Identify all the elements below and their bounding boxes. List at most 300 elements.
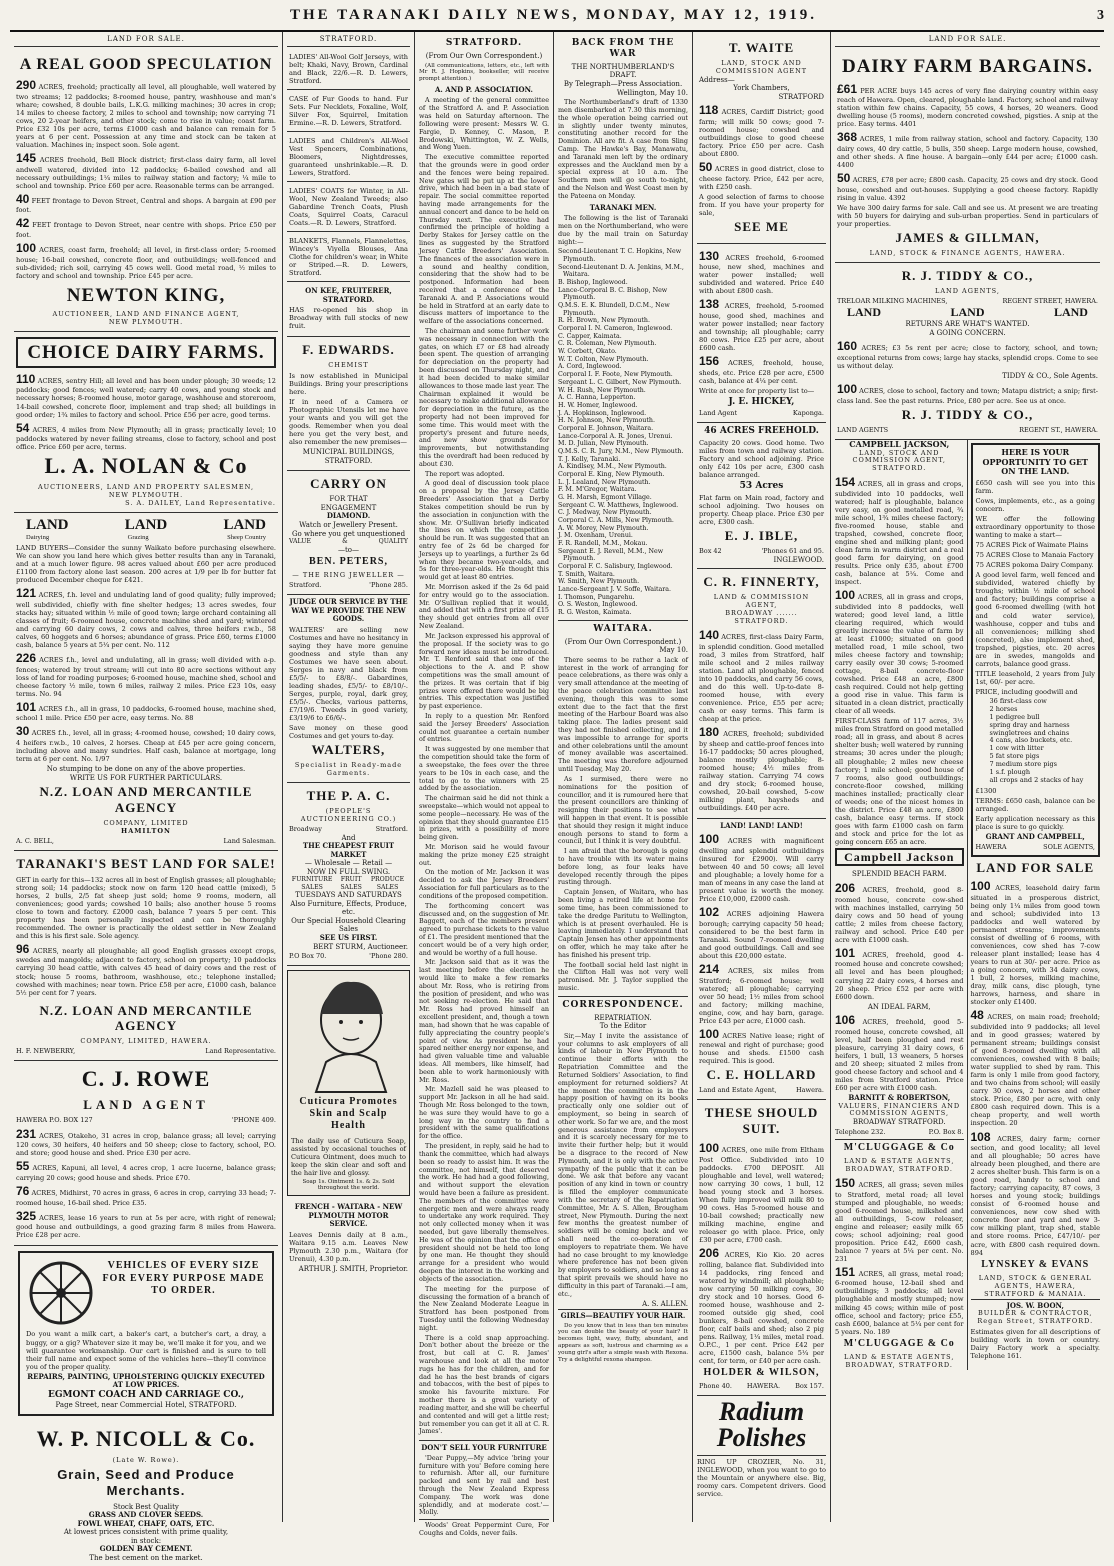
land-sub-3: Sheep Country — [227, 534, 266, 542]
nicoll-line-1: Stock Best Quality — [113, 1502, 179, 1511]
listing-text: ACRES adjoining Hawera borough; carrying capacity 50 head; considered to be the best farm in Taranaki. Sound 7-roomed dwelling and good outbuildings. Call and see about this £20,000 estate. — [699, 910, 824, 960]
cuticura-body: The daily use of Cuticura Soap, assisted by occasional touches of Cuticura Ointment, does much to keep the skin clear and soft and the hair live and glossy. — [291, 1136, 406, 1177]
peters-ad — [287, 471, 410, 596]
nz-note-2: WRITE US FOR FURTHER PARTICULARS. — [69, 773, 223, 782]
listing-text: ACRES, nearly all ploughable; all good English grasses except crops, swedes and mangolds; adjacent to factory, school on property; 10 paddocks carrying 30 head cattle, with calves 45 head of dairy cows and the rest of stock; house 5 rooms, bathroom, washhouse, etc.; telephone installed; cowshed with machines; near town. Price £58 per acre, £1000 cash, balance 5½ per cent for 7 years. — [16, 946, 276, 997]
letter-sign: A. S. ALLEN. — [642, 1300, 688, 1309]
pac-sales-row — [289, 876, 408, 891]
acres53-title: 53 Acres — [739, 480, 784, 491]
opp-title: HERE IS YOUR OPPORTUNITY TO GET ON THE LAND. — [982, 446, 1088, 477]
listing-acreage: 42 — [16, 216, 30, 231]
listing-acreage: £61 — [837, 81, 858, 96]
holder-contact — [699, 1383, 824, 1391]
listing-acreage: 30 — [16, 724, 30, 739]
listing-text: ACRES, Otakeho, 31 acres in crop, balance grass; all level; carrying 120 cows, 30 heifers, 40 heifers and 50 sheep; close to factory, school, P.O. and store; good house and shed. Price £30 per acre. — [16, 1131, 276, 1158]
land-sub-1: Dairying — [26, 534, 50, 542]
property-listing — [835, 1176, 964, 1263]
soldier-name: Sergeant C. W. Matthews, Inglewood. — [558, 501, 679, 509]
listing-text: ACRES, leasehold dairy farm situated in a prosperous district, being only 1¼ miles from good town and school; subdivided into 13 paddocks and well watered by permanent streams; improvements consist of dwelling of 6 rooms, with conveniences, cow shed has 7-cow releaser plant installed; lease has 4 years to run at 30/- per acre. Price as a going concern, with 34 dairy cows, 1 bull, 2 horses, milking machine, dray, milk cans, disc plough, tyne harrows, harness, and share in stocker only £1400. — [970, 884, 1100, 1007]
tiddy-right: REGENT STREET, HAWERA. — [1002, 296, 1098, 305]
property-listing — [837, 82, 1098, 129]
soldier-name: Lance-Corporal A. R. Jones, Urenui. — [558, 432, 673, 440]
nz-sign-right: Land Salesman. — [223, 836, 276, 845]
ible-town: INGLEWOOD. — [773, 555, 824, 564]
nolan-title: L. A. NOLAN & Co — [44, 453, 248, 479]
listing-acreage: 138 — [699, 297, 720, 312]
small-ad: LADIES and Children's All-Wool Vest Spencers, Combinations, Bloomers, Nightdresses, guaranteed unshrinkable.—R. D. Lewers, Stratford. — [287, 134, 410, 182]
vq-quality: QUALITY — [378, 538, 408, 546]
property-listing — [16, 216, 276, 239]
mc-title: M'CLUGGAGE & Co — [835, 1139, 964, 1154]
article-paragraph: It was suggested by one member that the competition should take the form of a sweepstake, the fees over the three years to be 10s in each case, and the total to go to the winners with 25 added by the association. — [419, 745, 549, 793]
opp-offer: WE offer the following extraordinary opportunity to those wanting to make a start— — [975, 515, 1095, 540]
pac-wholesale: — Wholesale — Retail — — [304, 859, 393, 868]
listing-acreage: 40 — [16, 191, 30, 206]
soldier-name: W. H. Rush, New Plymouth. — [558, 386, 646, 394]
vq-value: VALUE — [289, 538, 312, 546]
col2-header: STRATFORD. — [287, 35, 410, 47]
property-listing — [835, 881, 964, 944]
article-paragraph: The forthcoming concert was discussed and, on the suggestion of Mr. Baggett, each of the members present agreed to purchase tickets to the value of £1. The president mentioned that the concert would be of a very high order, and would be worthy of a full house. — [419, 901, 549, 957]
soldier-name: W. T. Colton, New Plymouth. — [558, 355, 649, 363]
peters-contact — [289, 582, 408, 590]
suit-items — [699, 1141, 824, 1365]
mc-items — [835, 1176, 964, 1336]
property-listing — [835, 946, 964, 1001]
repatriation-title: REPATRIATION. — [594, 1013, 652, 1022]
choice-title: CHOICE DAIRY FARMS. — [16, 337, 276, 368]
property-listing — [837, 130, 1098, 169]
suit-title: THESE SHOULD SUIT. — [704, 1105, 819, 1137]
listing-text: ACRES with magnificent dwelling and splendid outbuildings (insured for £2900). Will carry between 40 and 50 cows; all level and ploughable; a lovely home for a man of means in any case the land at present value is worth the money. Price £10,000, £2000 cash. — [699, 837, 824, 904]
listing-text: ACRES, coast farm, freehold; all level, in first-class order; 5-roomed house; 16-bail cowshed, concrete floor, and outbuildings; well-fenced and sub-divided; rich soil, carrying 45 cows well. Good metal road, ½ miles to factory and school and township. Price £45 per acre. — [16, 245, 276, 280]
kee-ad — [287, 284, 410, 337]
dont-body: 'Dear Puppy,—My advice 'bring your furniture with you' Before coming here to refurnish. After all, our furniture packed and sent by rail and best through the New Zealand Express Company. The work was done splendidly, and at moderate cost.'—Molly. — [419, 1453, 549, 1517]
carry-title: CARRY ON — [310, 475, 387, 491]
column-6 — [831, 32, 1104, 1522]
tiddy-title: R. J. TIDDY & CO., — [901, 267, 1034, 283]
listing-text: ACRES f.h., level and undulating, all in grass; well divided with a-p. fences; watered by trout stream; will cut into 80 acre sections without any loss of land for roading purposes; 6-roomed house, machine shed, school and cheese factory ½ mile, town 6 miles, railway 2 miles. Price £23 10s, easy terms. No. 94 — [16, 656, 276, 698]
service-sign: ARTHUR J. SMITH, Proprietor. — [298, 1264, 408, 1273]
stock-item: spring dray and harness — [989, 720, 1070, 729]
vehicles-address: Page Street, near Commercial Hotel, STRATFORD. — [55, 1400, 237, 1409]
property-listing — [16, 651, 276, 698]
land-subtitles — [16, 534, 276, 542]
crozier-ad: RING UP CROZIER, No. 31, INGLEWOOD, when you want to go to the Mountain or anywhere else. Big, roomy cars. Competent drivers. Good service. — [697, 1458, 826, 1499]
tiddy-land-1: LAND — [847, 305, 882, 320]
land-word-2: LAND — [124, 516, 168, 533]
speculation-ad — [14, 50, 278, 332]
property-listing — [699, 905, 824, 960]
carry-ring: ENGAGEMENT — [320, 503, 377, 512]
listing-acreage: 96 — [16, 941, 30, 956]
ible-ad — [697, 423, 826, 570]
soldier-name: R. H. Brown, New Plymouth. — [558, 317, 650, 325]
dairy-ad — [835, 50, 1100, 263]
listing-acreage: 118 — [699, 103, 719, 118]
listing-acreage: 55 — [16, 1159, 30, 1174]
nz-sign-left: A. C. BELL, — [16, 836, 54, 845]
small-ad: CASE of Fur Goods to hand. Fur Sets. Fur Necklets, Foxaline, Wolf, Silver Fox, Squirrel, Imitation Ermine.—R. D. Lewers, Stratford. — [287, 92, 410, 132]
land3-title: LAND! LAND! LAND! — [720, 820, 803, 830]
finnerty-address: BROADWAY ....... STRATFORD. — [725, 609, 798, 626]
article-paragraph: The meeting for the purpose of discussing the formation of a branch of the New Zealand Moderate League in Stratford has been postponed from Tuesday until the following Wednesday night. — [419, 1284, 549, 1332]
land-buyers-text: LAND BUYERS—Consider the sunny Waikato before purchasing elsewhere. We can show you land here which gives better results than any in Taranaki, and at a much lower figure. 98 acres valued about £60 per acre produced £1100 from factory alone last season. 200 acres at 1/9 per lb for butter fat produced December cheque for £421. — [16, 544, 276, 585]
edwards-sub: CHEMIST — [328, 361, 369, 370]
soldier-name: Lance-Corporal B. C. Bishop, New Plymouth. — [558, 286, 668, 302]
mc-sub: LAND & ESTATE AGENTS, — [844, 1157, 955, 1166]
listing-acreage: 140 — [699, 627, 720, 642]
col6-header: LAND FOR SALE. — [835, 35, 1100, 47]
best-title: TARANAKI'S BEST LAND FOR SALE! — [16, 855, 276, 871]
listing-acreage: 100 — [16, 240, 37, 255]
peters-phone: 'Phone 285. — [369, 581, 408, 590]
nicoll-line-2: GRASS AND CLOVER SEEDS. — [88, 1510, 204, 1520]
choice-items — [16, 372, 276, 451]
article-paragraph: The report was adopted. — [425, 469, 505, 478]
col3-correspondent: (From Our Own Correspondent.) — [425, 51, 543, 60]
nicoll-title: W. P. NICOLL & Co. — [36, 1426, 256, 1452]
column-2 — [283, 32, 415, 1522]
listing-acreage: 108 — [970, 1129, 991, 1144]
soldier-name: Second-Lieutenant T. C. Hopkins, New Plymouth. — [558, 248, 682, 264]
tiddy2-left: LAND AGENTS — [837, 425, 889, 434]
barnitt-box: P.O. Box 8. — [928, 1127, 964, 1136]
small-ad: BLANKETS, Flannels, Flannelettes, Wincey's Viyella Blouses, Ana Clothe for children's wear, in White or Striped.—R. D. Lewers, Stratford. — [287, 234, 410, 282]
dairy-note: We have 300 dairy farms for sale. Call and see us. At present we are treating with 50 buyers for dairying and sub-urban properties. Send in particulars of your properties. — [837, 203, 1098, 228]
property-listing — [16, 241, 276, 280]
property-listing — [837, 171, 1098, 202]
listing-acreage: 160 — [837, 339, 858, 354]
listing-acreage: 368 — [837, 130, 858, 145]
listing-text: ACRES, lease 16 years to run at 5s per acre, with right of renewal; good house and outbuildings, a good grazing farm 8 miles from Hawera. Price £28 per acre. — [16, 1213, 276, 1240]
listing-acreage: 76 — [16, 1184, 30, 1199]
nz2-sign-left: H. F. NEWBERRY, — [16, 1047, 76, 1056]
ideal-items — [835, 1013, 964, 1092]
rowe-contact — [16, 1117, 276, 1125]
cuticura-ad — [287, 970, 410, 1196]
tiddy-left: TRELOAR MILKING MACHINES, — [837, 296, 948, 305]
listing-acreage: 214 — [699, 961, 720, 976]
finnerty-items — [699, 628, 824, 812]
listing-text: ACRES, freehold, house, sheds, etc. Price £28 per acre, £500 cash, balance at 4¼ per cent. — [699, 359, 824, 385]
opp-list-2: 75 ACRES Close to Manaia Factory — [975, 551, 1094, 560]
listing-acreage: 110 — [16, 371, 36, 386]
finnerty-ad — [697, 569, 826, 818]
waite-items — [699, 103, 824, 190]
property-listing — [699, 1027, 824, 1066]
lynskey-sub: LAND, STOCK & GENERAL AGENTS, HAWERA, STRATFORD & MANAIA. — [978, 1273, 1092, 1298]
listing-text: ACRES, Midhirst, 70 acres in grass, 6 acres in crop, carrying 33 head; 7-roomed house, 16-bail shed. Price £35. — [16, 1189, 276, 1207]
soldier-name: Sergeant E. J. Revell, M.M., New Plymouth. — [558, 547, 664, 563]
listing-acreage: 151 — [835, 1264, 856, 1279]
soldier-name: W. Smith, New Plymouth. — [558, 578, 640, 586]
opp-body: A good level farm, well fenced and subdivided, watered chiefly by troughs; within ½ mile of school and factory; buildings comprise a good 6-roomed dwelling (with hot and cold water service), washhouse, copper and tubs and all conveniences; milking shed (concreted), also implement shed, trapshed, pigsties, etc. 20 acres are in swedes, mangolds and carrots, balance good grass. — [975, 571, 1095, 668]
pac-location — [289, 826, 408, 834]
property-listing — [699, 103, 824, 158]
waitara-correspondent: (From Our Own Correspondent.) — [564, 637, 682, 646]
article-paragraph: Mr. Morrison asked if the 2s 6d paid for entry would go to the association. Mr. O'Sullivan replied that it would, and added that with a first prize of £15 they should get entries from all over New Zealand. — [419, 583, 549, 631]
listing-text: ACRES, all in grass and crops, subdivided into 10 paddocks, well watered; half is ploughable, balance very easy, on good metalled road, ¾ mile school, 1¾ miles cheese factory; five-roomed house, stable and trapshed, cowshed, concrete floor, engine shed and milking plant; good clean farm in warm district and a real good farm for dairying, on good results. Price only £35, about £700 cash, balance at 5¼. Come and inspect. — [835, 480, 964, 587]
listing-acreage: 226 — [16, 651, 37, 666]
listing-text: ACRES, one mile from Eltham Post Office. Subdivided into 10 paddocks. £700 DEPOSIT. All ploughable and level, well watered; now carrying 30 cows, 1 bull, 12 head young stock and 3 horses. When fully improved will milk 80 to 90 cows. Has 5-roomed house and 10-bail cowshed; practically new milking machine, engine and releaser go with place. Price, only £30 per acre, £700 cash. — [699, 1145, 824, 1244]
property-listing — [835, 475, 964, 586]
barnitt-contact — [835, 1129, 964, 1137]
vehicles-row — [26, 1258, 266, 1328]
nz2-sub: COMPANY, LIMITED, HAWERA. — [80, 1037, 212, 1046]
jg-title: JAMES & GILLMAN, — [895, 229, 1040, 245]
listing-text: PER ACRE buys 145 acres of very fine dairying country within easy reach of Hawera. Open, cleared, ploughable land. Factory, school and railway station within few chains. Capacity, 55 cows, 4 horses, 20 weaners. Good dwelling house (5 rooms), modern concreted cowshed, pigsties. A snip at the price. Easy terms. 4401 — [837, 86, 1098, 129]
listing-acreage: 102 — [699, 905, 720, 920]
listing-text: ACRES, freehold, good 5-roomed house, concrete cowshed, all level, half been ploughed and rest pleasure, carrying 31 dairy cows, 6 heifers, 1 bull, 13 weaners, 5 horses and 20 sheep; situated 2 miles from good cheese factory and school and 4 miles from Stratford station. Price £60 per acre with £1000 cash. — [835, 1018, 964, 1092]
opp-list-3: 75 ACRES pokoma Dairy Company. — [975, 561, 1094, 570]
land-word-1: LAND — [26, 516, 69, 533]
listing-text: ACRES Native lease; right of renewal and right of purchase; good house and sheds. £1500 cash required. This is good. — [699, 1031, 824, 1066]
barnitt-phone: Telephone 232. — [835, 1127, 886, 1136]
property-listing — [699, 354, 824, 385]
listing-acreage: 325 — [16, 1208, 37, 1223]
mc-address: BROADWAY, STRATFORD. — [845, 1164, 953, 1173]
finnerty-sub: LAND & COMMISSION AGENT, — [713, 593, 810, 610]
pac-special: Our Special Household Clearing Sales — [291, 916, 406, 934]
article-paragraph: The Northumberland's draft of 1330 men disembarked at 7.30 this morning, the whole operation being carried out in slightly under twenty minutes, constituting another record for the Dominion. All are fit. A case from Sling Camp. The Hawke's Bay, Manawatu, and Taranaki men left by the ordinary expresses and the Auckland men by a special express at 10 a.m. The Southern men will go south to-night, and the Nelson and West Coast men by the Pateena on Monday. — [558, 98, 688, 200]
listing-acreage: 156 — [699, 354, 720, 369]
nicoll-line-5: in stock: — [130, 1536, 162, 1545]
app-title: A. AND P. ASSOCIATION. — [435, 84, 533, 94]
listing-acreage: 100 — [699, 1026, 720, 1041]
article-paragraph: Captain Jensen, of Waitara, who has been living a retired life at home for some time, has been commissioned to take the dredge Paritutu to Wellington, which is at present overhauled. He is leaving immediately. I understand that Captain Jensen has other appointments on offer, which he may take after he has finished his present trip. — [558, 888, 688, 959]
taranaki-intro: The following is the list of Taranaki men on the Northumberland, who were due by the mail train on Saturday night:— — [558, 214, 688, 246]
listing-acreage: 106 — [835, 1013, 856, 1028]
listing-text: ACRES, freehold; practically all level, all ploughable, well watered by two streams; 12 paddocks; 8-roomed house, pantry, washhouse and man's whare; cowshed, 8 double bails, L.K.G. milking machines; 30 acres in crop; 14 miles to cheese factory, 2 miles to school and township; now carrying 71 cows, 20 2-year heifers, and other stock; come to rise in value; coast farm. Price £32 10s per acre, terms £1000 cash and balance can remain for 5 years at 6 per cent. Possession at any time and stock can be taken at valuation. Machines in; inspect soon. Sole agent. — [16, 83, 276, 149]
soldier-name: J. M. Oxenham, Urenui. — [558, 532, 633, 540]
stock-item: 1 cow with litter — [989, 744, 1044, 753]
soldier-name: I. Thomson, Pungarehu. — [558, 593, 635, 601]
property-listing — [16, 192, 276, 215]
article-paragraph: The president, in reply, said he had to thank the committee, which had always been so ready to assist him. It was the committee, not himself, that deserved the work. He had had a good following, and without support the elevation would have been a failure as president. The members of the committee were energetic men and were always ready to undertake any work required. They not only collected money when it was needed, but gave liberally themselves. He was of the opinion that the office of president should not be held too long by one man. He thought they should arrange for a president who would deepen the interest in the working and objects of the association. — [419, 1142, 549, 1283]
lfs-title: LAND FOR SALE — [976, 859, 1095, 875]
holder-title: HOLDER & WILSON, — [703, 1366, 820, 1378]
col4-header: BACK FROM THE WAR — [571, 38, 675, 59]
lewers-items — [287, 50, 410, 283]
taranaki-men-title: TARANAKI MEN. — [589, 202, 657, 212]
nicoll-line-4: At lowest prices consistent with prime quality, — [63, 1528, 229, 1537]
tiddy2-right: REGENT ST., HAWERA. — [1019, 425, 1098, 434]
listing-acreage: 100 — [835, 588, 856, 603]
nz-title: N.Z. LOAN AND MERCANTILE AGENCY — [39, 784, 253, 816]
nolan-rep: S. A. DAILEY, Land Representative. — [125, 498, 276, 507]
pac-ad — [287, 783, 410, 966]
soldier-name: Corporal C. A. Mills, New Plymouth. — [558, 516, 674, 524]
property-listing — [699, 832, 824, 903]
peters-sub: — THE RING JEWELLER — — [292, 571, 405, 580]
mc2-title: M'CLUGGAGE & Co — [843, 1337, 955, 1349]
nolan-place: NEW PLYMOUTH. — [108, 491, 184, 500]
listing-acreage: 121 — [16, 586, 37, 601]
nz-note-1: No stumping to be done on any of the above properties. — [46, 765, 246, 774]
carry-to: —to— — [337, 545, 360, 554]
tiddy-returns: RETURNS ARE WHAT'S WANTED. — [905, 320, 1030, 329]
listing-text: FEET frontage to Devon Street, Central and shops. A bargain at £90 per foot. — [16, 196, 276, 215]
listing-acreage: 150 — [835, 1175, 856, 1190]
opp-cash: £650 cash will see you into this farm. — [975, 479, 1095, 496]
listing-text: ACRES, freehold, 5-roomed house, good shed, machines and water power installed; near factory and township; all ploughable; carry 80 cows. Price £25 per acre, about £600 cash. — [699, 302, 824, 353]
opportunity-ad — [971, 443, 1101, 857]
listing-acreage: 145 — [16, 150, 37, 165]
vehicles-company: EGMONT COACH AND CARRIAGE CO., — [47, 1389, 245, 1400]
hickey-ad — [697, 244, 826, 423]
ible-title: E. J. IBLE, — [724, 528, 799, 544]
listing-acreage: 100 — [699, 832, 720, 847]
cj-title: CAMPBELL JACKSON, — [849, 438, 950, 449]
soldier-name: Corporal I. N. Cameron, Inglewood. — [558, 325, 673, 333]
property-listing — [835, 1265, 964, 1336]
opp-title2: TITLE leasehold, 2 years from July 1st, 60/- per acre. — [975, 669, 1095, 686]
kee-title: ON KEE, FRUITERER, STRATFORD. — [305, 286, 392, 304]
article-paragraph: The chairman and some further work was necessary in connection with the gates, on which £7 or £8 had already been spent. The question of arranging for depreciation on the property had been discussed on Thursday night, and it had been decided to make similar allowances to those made last year. The Chairman explained it would be necessary to make additional allowance for depreciation in the future, as the property had not been improved for some time. This would meet with the property's present and future needs, and new show grounds for improvements, but notwithstanding this the overdraft had been reduced by about £30. — [419, 327, 549, 468]
lynskey-title: LYNSKEY & EVANS — [981, 1258, 1090, 1270]
soldier-name: C. J. Medway, New Plymouth. — [558, 509, 652, 517]
listing-acreage: 130 — [699, 248, 720, 263]
vehicles-body: Do you want a milk cart, a baker's cart, a butcher's cart, a dray, a buggy, or a gig? Whatever size it may be, we'll make it for you, and we will guarantee workmanship. Our cart is finished and is sure to tell their full name and expect some of the vehicles here—they'll convince you of the proper quality. — [26, 1330, 266, 1371]
barnitt-title: BARNITT & ROBERTSON, — [848, 1093, 951, 1103]
pac-sign: BERT STURM, Auctioneer. — [313, 942, 408, 951]
holder-town: HAWERA. — [746, 1382, 781, 1391]
listing-text: ACRES; £3 5s rent per acre; close to factory, school, and town; exceptional returns from cows; large hay stacks, splendid crops. Come to see us without delay. — [837, 344, 1098, 370]
opp-terms: TERMS: £650 cash, balance can be arranged. — [975, 796, 1095, 814]
listing-text: ACRES, freehold, good 4-roomed house and concrete cowshed; all level and has been ploughed; carrying 22 dairy cows, 4 horses and 20 sheep. Price £52 per acre with £600 down. — [835, 950, 964, 1001]
article-paragraph: The executive committee reported that the grounds were in good order and the fences were being repaired. New gates will be put up at the lower drive, which had been in a bad state of repair. The social committee reported having made arrangements for the annual concert and dance to be held on Thursday next. The executive had confirmed the principle of holding a Derby Stakes for Jersey cattle on the lines as suggested by the Stratford Jersey Cattle Breeders' Association. The finances of the association were in a sound and healthy condition, considering that the show had to be postponed. Information had been received that a conference of the Taranaki A. and P. Associations would be held in Stratford at an early date to discuss matters of importance to the welfare of the associations concerned. — [419, 153, 549, 326]
nz-loan-ad — [14, 513, 278, 851]
hickey-town: Kaponga. — [792, 408, 824, 417]
listing-text: ACRES, first-class Dairy Farm, in splendid condition. Good metalled road, 3 miles from Stratford, half mile school and 2 miles railway station. Land all ploughable, fenced into 10 paddocks, and carry 56 cows, and do this well. Up-to-date 8-roomed house, with every convenience. Price, £55 per acre; cash or easy terms. This farm is cheap at the price. — [699, 632, 824, 723]
property-listing — [699, 725, 824, 812]
soldier-name: C. Capper, Kaimata. — [558, 332, 622, 340]
property-listing — [699, 297, 824, 352]
stock-item: 1 s.f. plough — [989, 768, 1031, 777]
soldier-name: J. A. Hopkinson, Inglewood. — [558, 409, 647, 417]
vehicles-repairs: REPAIRS, PAINTING, UPHOLSTERING QUICKLY EXECUTED AT LOW PRICES. — [27, 1371, 265, 1390]
listing-acreage: 206 — [835, 881, 856, 896]
listing-acreage: 206 — [699, 1245, 720, 1260]
property-listing — [699, 249, 824, 296]
soldier-name: A. C. Hanna, Lepperton. — [558, 394, 636, 402]
col1-header: LAND FOR SALE. — [14, 35, 278, 47]
property-listing — [16, 724, 276, 763]
rowe-phone: 'PHONE 409. — [231, 1115, 276, 1124]
listing-text: ACRES, close to school, factory and town; Matapu district; a snip; first-class land. See the past returns. Price, £80 per acre. See us at once. — [837, 387, 1098, 405]
listing-text: FEET frontage to Devon Street, near centre with shops. Price £50 per foot. — [16, 221, 276, 239]
nz-items — [16, 586, 276, 763]
column-5 — [693, 32, 831, 1522]
column-4 — [554, 32, 693, 1522]
article-paragraph: There seems to be rather a lack of interest in the work of arranging for peace celebrations, as there was only a very small attendance at the meeting of the peace celebration committee last evening, though this was to some extent due to the fact that the first meeting of the Harbour Board was also taking place. The ladies present said they had not finished collecting, and it was impossible to arrange for sports and other celebrations until the amount of money available was ascertained. The meeting was therefore adjourned until Tuesday, May 20. — [558, 655, 688, 774]
soldier-name: R. G. Weston, Kaimata. — [558, 608, 632, 616]
edwards-body: Is now established in Municipal Buildings. Bring your prescriptions here. — [289, 372, 408, 397]
col4-paragraphs — [558, 99, 688, 201]
listing-text: ACRES f.h., all in grass, 10 paddocks, 6-roomed house, machine shed, school 1 mile. Price £50 per acre, easy terms. No. 88 — [16, 704, 276, 723]
listing-text: FIRST-CLASS farm of 117 acres, 3½ miles from Stratford on good metalled road; all in grass, and about 8 acres shelter bush; well watered by running streams; 30 acres under the plough; all ploughable; 2 miles new cheese factory; 1 mile school; good house of 7 rooms, also good outbuildings; concrete-floor cowshed, milking machines installed; practically clear of weeds; one of the nicest homes in the district. Price £48 an acre, £800 cash, balance easy terms. If stock goes with farm £1000 cash on farm and stock and price for the lot as going concern £65 an acre. — [835, 717, 964, 846]
nicoll-line-7: The best cement on the market. — [89, 1553, 203, 1562]
mc2-sub: LAND & ESTATE AGENTS, — [844, 1352, 955, 1361]
article-paragraph: I am afraid that the borough is going to have trouble with its water mains before long, as four leaks have developed recently through the pipes rusting through. — [558, 847, 688, 887]
radium-word-2: Polishes — [716, 1423, 807, 1453]
soldier-name: H. N. Johnson, New Plymouth. — [558, 417, 655, 425]
waitara-paragraphs — [558, 657, 688, 993]
service-body: Leaves Dennis daily at 8 a.m., Waitara 9.15 a.m. Leaves New Plymouth 2.30 p.m., Waitara (for Urenui), 4.30 p.m. — [289, 1230, 408, 1263]
listing-text: ACRES, f.h. level and undulating land of good quality; fully improved; well subdivided, chiefly with fine shelter hedges; 13 acres swedes, four stacks hay; situated within ½ mile of good town; large orchard containing all classes of fruit; 6-roomed house, concrete machine shed and yard; wintered and carrying 60 dairy cows, 2 cows and calves, three heifers r.w.b., 58 calves, 60 hoggets and 6 horses; abundance of grass. Price £60, terms £1000 cash, balance 5 years at 5¼ per cent. No. 112 — [16, 591, 276, 650]
listing-acreage: 290 — [16, 78, 37, 93]
acres53-body: Flat farm on Main road, factory and school adjoining. Two houses on property. Cheap place. Price £30 per acre, £300 cash. — [699, 493, 824, 527]
soldier-name: B. Bishop, Inglewood. — [558, 279, 628, 287]
hickey-note: Write at once for property list to— — [699, 386, 815, 395]
property-listing — [835, 717, 964, 846]
article-paragraph: Mr. Morison said he would favour making the prize money £25 straight out. — [419, 843, 549, 867]
col6-split — [835, 440, 1100, 1370]
pac-and: And — [341, 833, 356, 842]
listing-text: ACRES, sentry Hill; all level and has been under plough; 30 weeds; 12 paddocks; good fences; well watered; carry 40 cows, and young stock and necessary horses; 8-roomed house, motor garage, washhouse and storeroom, 14-bail cowshed, concrete floor, implement and trap shed; all buildings in good order; 1¾ miles to factory and school. Price £56 per acre, good terms. — [16, 376, 276, 419]
col6-left — [835, 440, 968, 1370]
boon-body: Estimates given for all descriptions of building work in town or country. Dairy Factory work a specialty. Telephone 161. — [970, 1327, 1100, 1360]
property-listing — [699, 1141, 824, 1244]
ible-phone: 'Phones 61 and 95. — [761, 546, 824, 555]
stock-item: 1 pedigree bull — [989, 712, 1040, 721]
boon-title: JOS. W. BOON, — [971, 1299, 1101, 1311]
masthead — [10, 6, 1104, 32]
dairy-items — [837, 82, 1098, 202]
listing-text: ACRES, all in grass and crops, subdivided into 8 paddocks, well watered; good level land, a little clearing required, which would greatly increase the value of farm by at least £1000; situated on good metalled road, 1 mile school, two miles cheese factory and township; carry easily over 30 cows; 5-roomed cottage, 8-bail concrete-floor cowshed. Price £48 an acre, £800 cash required. Could not help getting a good rise in value. This farm is situated in a clean district, practically clear of all weeds. — [835, 593, 964, 716]
stock-item: swingletrees and chains — [989, 728, 1070, 737]
vehicles-title: VEHICLES OF EVERY SIZE FOR EVERY PURPOSE MADE TO ORDER. — [102, 1260, 265, 1296]
soldier-name: A. Kindlsey, M.M., New Plymouth. — [558, 463, 667, 471]
article-paragraph: Mr. Jackson expressed his approval of the proposal. If the society was to go forward new ideas must be introduced. Mr. T. Renford said that one of the objections to the A. and P. show competitions was the small amount of the prizes. It was certain that if big prizes were offered there would be big entries. This expectation was justified by past experience. — [419, 631, 549, 711]
editor-line: To the Editor — [599, 1022, 647, 1031]
woman-portrait-icon — [291, 974, 411, 1094]
soldier-name: Corporal E. King, New Plymouth. — [558, 470, 665, 478]
nz2-sign-right: Land Representative. — [205, 1047, 276, 1056]
soldier-name: H. W. Homer, Inglewood. — [558, 401, 638, 409]
service-title: FRENCH - WAITARA - NEW PLYMOUTH MOTOR SERVICE. — [294, 1202, 403, 1229]
best-land-ad — [14, 851, 278, 1061]
small-ad: LADIES' All-Wool Golf Jerseys, with belt; Khaki, Navy, Brown, Cardinal and Black, 22/6.—R. D. Lewers, Stratford. — [287, 50, 410, 90]
opp-price: PRICE, including goodwill and — [975, 687, 1078, 696]
beach-items — [835, 881, 964, 1001]
speculation-title: A REAL GOOD SPECULATION — [19, 55, 273, 73]
barnitt-sub: VALUERS, FINANCIERS AND COMMISSION AGENTS, — [838, 1101, 961, 1118]
property-listing — [837, 382, 1098, 405]
hickey-agent: Land Agent — [699, 408, 738, 417]
hollard-contact — [699, 1087, 824, 1095]
col4-date: Wellington, May 10. — [616, 88, 688, 97]
listing-acreage: 101 — [16, 699, 37, 714]
tiddy-ad — [835, 263, 1100, 440]
article-paragraph: There is a cold snap approaching. Don't bother about the breeze or the frost, but call at C. R. James' warehouse and look at all the motor rugs he has for the children, and for dad he has the best brands of cigars and tobaccos, with the best of pipes to smoke his favourite mixture. For mother there is a great variety of reading matter, and she will be cheerful and contented and will get a little rest; but remember you can get it all at C. R. James'. — [419, 1333, 549, 1436]
pac-sale-fruit: FRUIT SALES — [340, 876, 362, 891]
col4-telegraph: By Telegraph—Press Association. — [563, 80, 683, 88]
pac-town: Stratford. — [375, 824, 408, 833]
listing-acreage: 154 — [835, 475, 856, 490]
newton-title: NEWTON KING, — [66, 284, 226, 306]
service-ad — [287, 1200, 410, 1277]
article-paragraph: A good deal of discussion took place on a proposal by the Jersey Cattle Breeders' Association that a Derby Stakes competition should be run by the association in conjunction with the show. Mr. O'Sullivan briefly indicated the lines on which the competition should be run. It was suggested that an entry fee of 2s 6d be charged for Jerseys up to yearlings, a further 2s 6d when they became two-year-olds, and 5s for three-year-olds. He thought this would get at least 80 entries. — [419, 479, 549, 582]
waite-address-label: Address— — [699, 75, 735, 84]
property-listing — [16, 372, 276, 419]
stock-item: 4 cans, also buckets, etc. — [989, 736, 1073, 745]
column-1 — [10, 32, 283, 1562]
soldier-name: A. Cord, Inglewood. — [558, 363, 622, 371]
soldier-name: F. M. M'Gregor, Waitara. — [558, 486, 637, 494]
soldier-name: T. Smith, Waitara. — [558, 570, 615, 578]
